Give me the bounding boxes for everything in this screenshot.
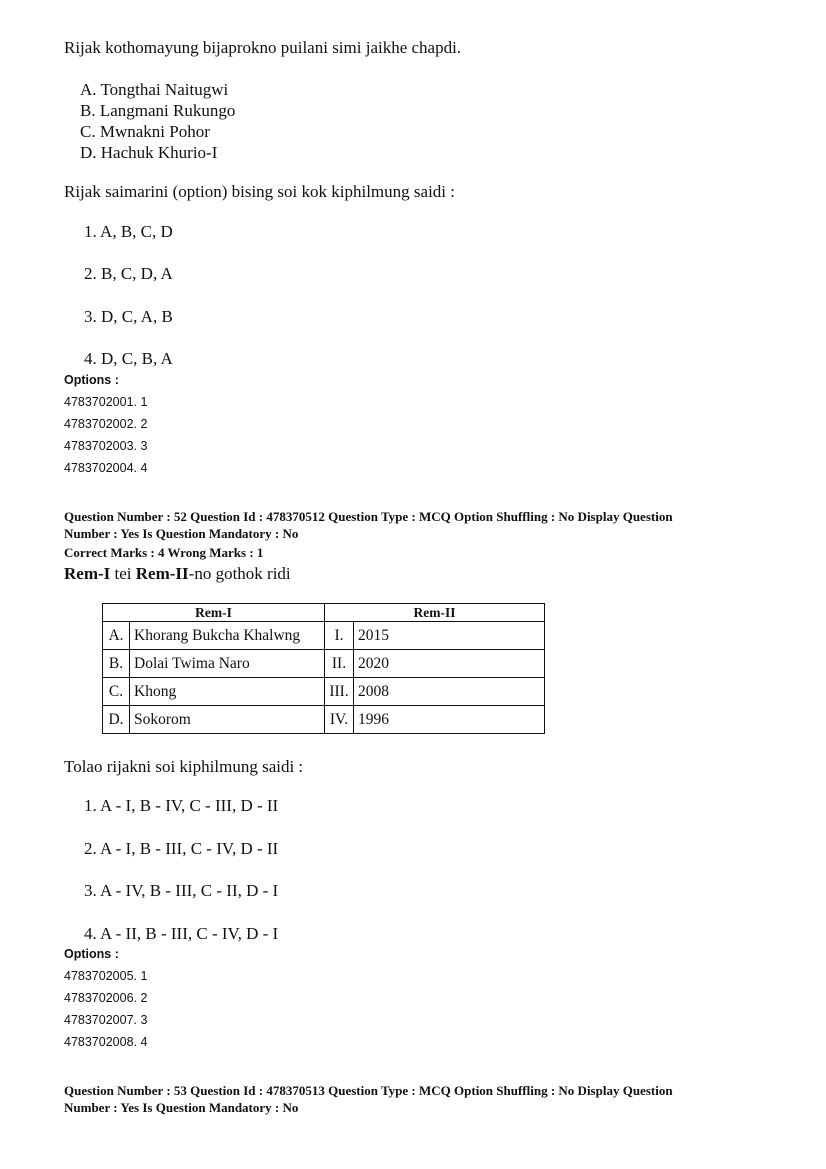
table-row: C. Khong III. 2008 — [103, 678, 545, 706]
q52-meta — [64, 508, 764, 561]
q52-option-id-2: 4783702006. 2 — [64, 991, 148, 1005]
q52-choice-4: 4. A - II, B - III, C - IV, D - I — [84, 924, 279, 943]
q52-option-id-1: 4783702005. 1 — [64, 969, 148, 983]
q53-meta-line2: Number : Yes Is Question Mandatory : No — [64, 1100, 299, 1115]
q51-option-id-1: 4783702001. 1 — [64, 395, 148, 409]
q52-options-label: Options : — [64, 947, 119, 961]
q51-prompt: Rijak saimarini (option) bising soi kok kiphilmung saidi : — [64, 182, 455, 201]
header-rem-ii: Rem-II — [325, 604, 545, 622]
q52-meta-line1: Question Number : 52 Question Id : 478370512 Question Type : MCQ Option Shuffling : No Display Question — [64, 509, 673, 524]
table-row: B. Dolai Twima Naro II. 2020 — [103, 650, 545, 678]
list-item: B. Langmani Rukungo — [80, 101, 236, 120]
q51-choice-1: 1. A, B, C, D — [84, 222, 173, 241]
q52-option-id-3: 4783702007. 3 — [64, 1013, 148, 1027]
q51-option-id-2: 4783702002. 2 — [64, 417, 148, 431]
q51-option-id-3: 4783702003. 3 — [64, 439, 148, 453]
q51-item-list — [80, 79, 235, 163]
table-row: A. Khorang Bukcha Khalwng I. 2015 — [103, 622, 545, 650]
q53-meta — [64, 1082, 764, 1116]
q52-option-id-4: 4783702008. 4 — [64, 1035, 148, 1049]
header-rem-i: Rem-I — [103, 604, 325, 622]
q52-stem: Rem-I tei Rem-II-no gothok ridi — [64, 564, 291, 583]
q52-choice-3: 3. A - IV, B - III, C - II, D - I — [84, 881, 279, 900]
q52-meta-line2: Number : Yes Is Question Mandatory : No — [64, 526, 299, 541]
match-table — [102, 603, 545, 734]
q51-choice-3: 3. D, C, A, B — [84, 307, 173, 326]
q52-marks: Correct Marks : 4 Wrong Marks : 1 — [64, 545, 264, 560]
q52-choice-2: 2. A - I, B - III, C - IV, D - II — [84, 839, 279, 858]
q51-choice-2: 2. B, C, D, A — [84, 264, 173, 283]
q51-options-label: Options : — [64, 373, 119, 387]
q51-option-id-4: 4783702004. 4 — [64, 461, 148, 475]
q53-meta-line1: Question Number : 53 Question Id : 478370513 Question Type : MCQ Option Shuffling : No Display Question — [64, 1083, 673, 1098]
q52-prompt: Tolao rijakni soi kiphilmung saidi : — [64, 757, 304, 776]
q52-choice-1: 1. A - I, B - IV, C - III, D - II — [84, 796, 279, 815]
q51-choice-4: 4. D, C, B, A — [84, 349, 173, 368]
q51-stem: Rijak kothomayung bijaprokno puilani simi jaikhe chapdi. — [64, 38, 462, 57]
list-item: A. Tongthai Naitugwi — [80, 80, 229, 99]
table-header-row — [103, 604, 545, 622]
table-row: D. Sokorom IV. 1996 — [103, 706, 545, 734]
list-item: C. Mwnakni Pohor — [80, 122, 210, 141]
list-item: D. Hachuk Khurio-I — [80, 143, 218, 162]
